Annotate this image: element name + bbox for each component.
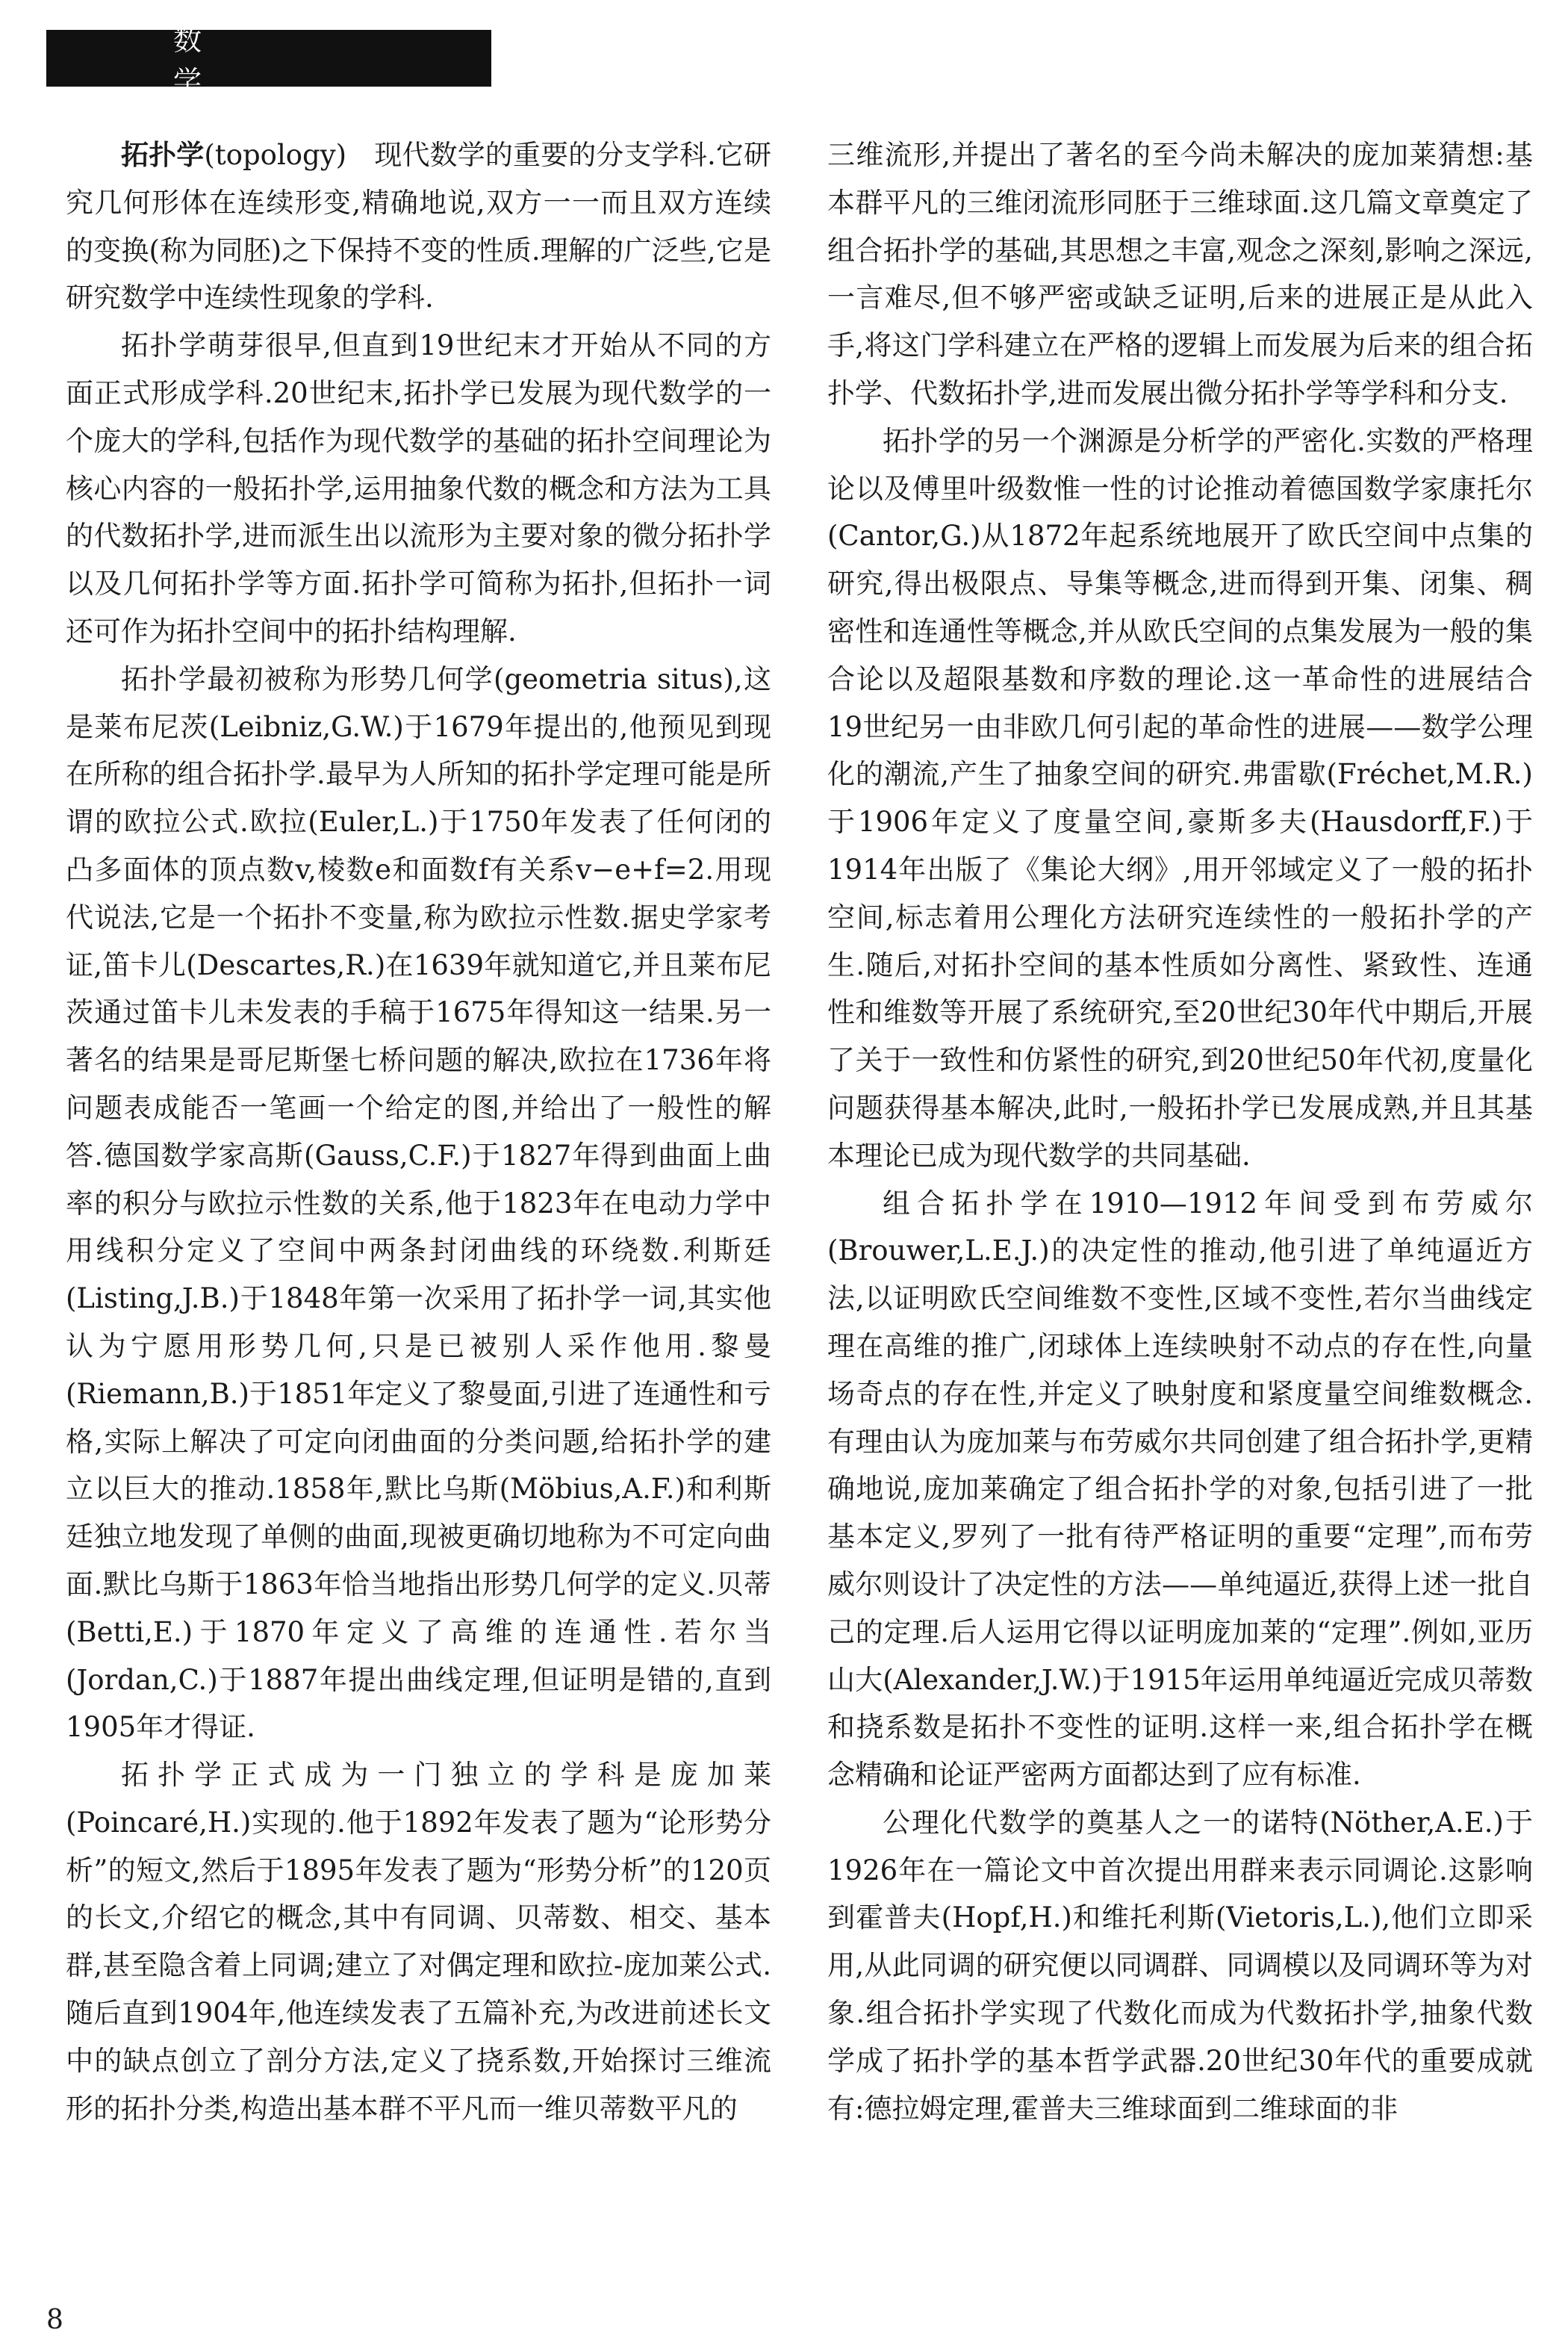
paragraph-general-topology: 拓扑学的另一个渊源是分析学的严密化.实数的严格理论以及傅里叶级数惟一性的讨论推动着德国数学家康托尔(Cantor,G.)从1872年起系统地展开了欧氏空间中点集的研究,得出极限点、导集等概念,进而得到开集、闭集、稠密性和连通性等概念,并从欧氏空间的点集发展为一般的集合论以及超限基数和序数的理论.这一革命性的进展结合19世纪另一由非欧几何引起的革命性的进展——数学公理化的潮流,产生了抽象空间的研究.弗雷歇(Fréchet,M.R.)于1906年定义了度量空间,豪斯多夫(Hausdorff,F.)于1914年出版了《集论大纲》,用开邻域定义了一般的拓扑空间,标志着用公理化方法研究连续性的一般拓扑学的产生.随后,对拓扑空间的基本性质如分离性、紧致性、连通性和维数等开展了系统研究,至20世纪30年代中期后,开展了关于一致性和仿紧性的研究,到20世纪50年代初,度量化问题获得基本解决,此时,一般拓扑学已发展成熟,并且其基本理论已成为现代数学的共同基础.: [827, 424, 1533, 1172]
paragraph-poincare-continued: 三维流形,并提出了著名的至今尚未解决的庞加莱猜想:基本群平凡的三维闭流形同胚于三维球面.这几篇文章奠定了组合拓扑学的基础,其思想之丰富,观念之深刻,影响之深远,一言难尽,但不够严密或缺乏证明,后来的进展正是从此入手,将这门学科建立在严格的逻辑上而发展为后来的组合拓扑学、代数拓扑学,进而发展出微分拓扑学等学科和分支.: [827, 139, 1533, 409]
paragraph-definition: [66, 131, 771, 322]
right-column: [827, 131, 1533, 2132]
definition-text: (topology) 现代数学的重要的分支学科.它研究几何形体在连续形变,精确地说,双方一一而且双方连续的变换(称为同胚)之下保持不变的性质.理解的广泛些,它是研究数学中连续性现象的学科.: [66, 139, 771, 314]
section-header-bar: [46, 24, 491, 98]
paragraph-algebraic-topology: 公理化代数学的奠基人之一的诺特(Nöther,A.E.)于1926年在一篇论文中首次提出用群来表示同调论.这影响到霍普夫(Hopf,H.)和维托利斯(Vietoris,L.),他们立即采用,从此同调的研究便以同调群、同调模以及同调环等为对象.组合拓扑学实现了代数化而成为代数拓扑学,抽象代数学成了拓扑学的基本哲学武器.20世纪30年代的重要成就有:德拉姆定理,霍普夫三维球面到二维球面的非: [827, 1806, 1533, 2125]
page-number: 8: [46, 2305, 63, 2335]
paragraph-combinatorial-topology: 组合拓扑学在1910—1912年间受到布劳威尔(Brouwer,L.E.J.)的决定性的推动,他引进了单纯逼近方法,以证明欧氏空间维数不变性,区域不变性,若尔当曲线定理在高维的推广,闭球体上连续映射不动点的存在性,向量场奇点的存在性,并定义了映射度和紧度量空间维数概念.有理由认为庞加莱与布劳威尔共同创建了组合拓扑学,更精确地说,庞加莱确定了组合拓扑学的对象,包括引进了一批基本定义,罗列了一批有待严格证明的重要“定理”,而布劳威尔则设计了决定性的方法——单纯逼近,获得上述一批自己的定理.后人运用它得以证明庞加莱的“定理”.例如,亚历山大(Alexander,J.W.)于1915年运用单纯逼近完成贝蒂数和挠系数是拓扑不变性的证明.这样一来,组合拓扑学在概念精确和论证严密两方面都达到了应有标准.: [827, 1187, 1533, 1792]
paragraph-overview: 拓扑学萌芽很早,但直到19世纪末才开始从不同的方面正式形成学科.20世纪末,拓扑学已发展为现代数学的一个庞大的学科,包括作为现代数学的基础的拓扑空间理论为核心内容的一般拓扑学,运用抽象代数的概念和方法为工具的代数拓扑学,进而派生出以流形为主要对象的微分拓扑学以及几何拓扑学等方面.拓扑学可简称为拓扑,但拓扑一词还可作为拓扑空间中的拓扑结构理解.: [66, 329, 771, 647]
entry-term: 拓扑学: [121, 139, 205, 171]
section-title: 数 学: [173, 24, 292, 98]
paragraph-history: 拓扑学最初被称为形势几何学(geometria situs),这是莱布尼茨(Leibniz,G.W.)于1679年提出的,他预见到现在所称的组合拓扑学.最早为人所知的拓扑学定理可能是所谓的欧拉公式.欧拉(Euler,L.)于1750年发表了任何闭的凸多面体的顶点数v,棱数e和面数f有关系v−e+f=2.用现代说法,它是一个拓扑不变量,称为欧拉示性数.据史学家考证,笛卡儿(Descartes,R.)在1639年就知道它,并且莱布尼茨通过笛卡儿未发表的手稿于1675年得知这一结果.另一著名的结果是哥尼斯堡七桥问题的解决,欧拉在1736年将问题表成能否一笔画一个给定的图,并给出了一般性的解答.德国数学家高斯(Gauss,C.F.)于1827年得到曲面上曲率的积分与欧拉示性数的关系,他于1823年在电动力学中用线积分定义了空间中两条封闭曲线的环绕数.利斯廷(Listing,J.B.)于1848年第一次采用了拓扑学一词,其实他认为宁愿用形势几何,只是已被别人采作他用.黎曼(Riemann,B.)于1851年定义了黎曼面,引进了连通性和亏格,实际上解决了可定向闭曲面的分类问题,给拓扑学的建立以巨大的推动.1858年,默比乌斯(Möbius,A.F.)和利斯廷独立地发现了单侧的曲面,现被更确切地称为不可定向曲面.默比乌斯于1863年恰当地指出形势几何学的定义.贝蒂(Betti,E.)于1870年定义了高维的连通性.若尔当(Jordan,C.)于1887年提出曲线定理,但证明是错的,直到1905年才得证.: [66, 662, 771, 1744]
left-column: [66, 131, 771, 2132]
paragraph-poincare: 拓扑学正式成为一门独立的学科是庞加莱(Poincaré,H.)实现的.他于1892年发表了题为“论形势分析”的短文,然后于1895年发表了题为“形势分析”的120页的长文,介绍它的概念,其中有同调、贝蒂数、相交、基本群,甚至隐含着上同调;建立了对偶定理和欧拉-庞加莱公式.随后直到1904年,他连续发表了五篇补充,为改进前述长文中的缺点创立了剖分方法,定义了挠系数,开始探讨三维流形的拓扑分类,构造出基本群不平凡而一维贝蒂数平凡的: [66, 1759, 771, 2125]
